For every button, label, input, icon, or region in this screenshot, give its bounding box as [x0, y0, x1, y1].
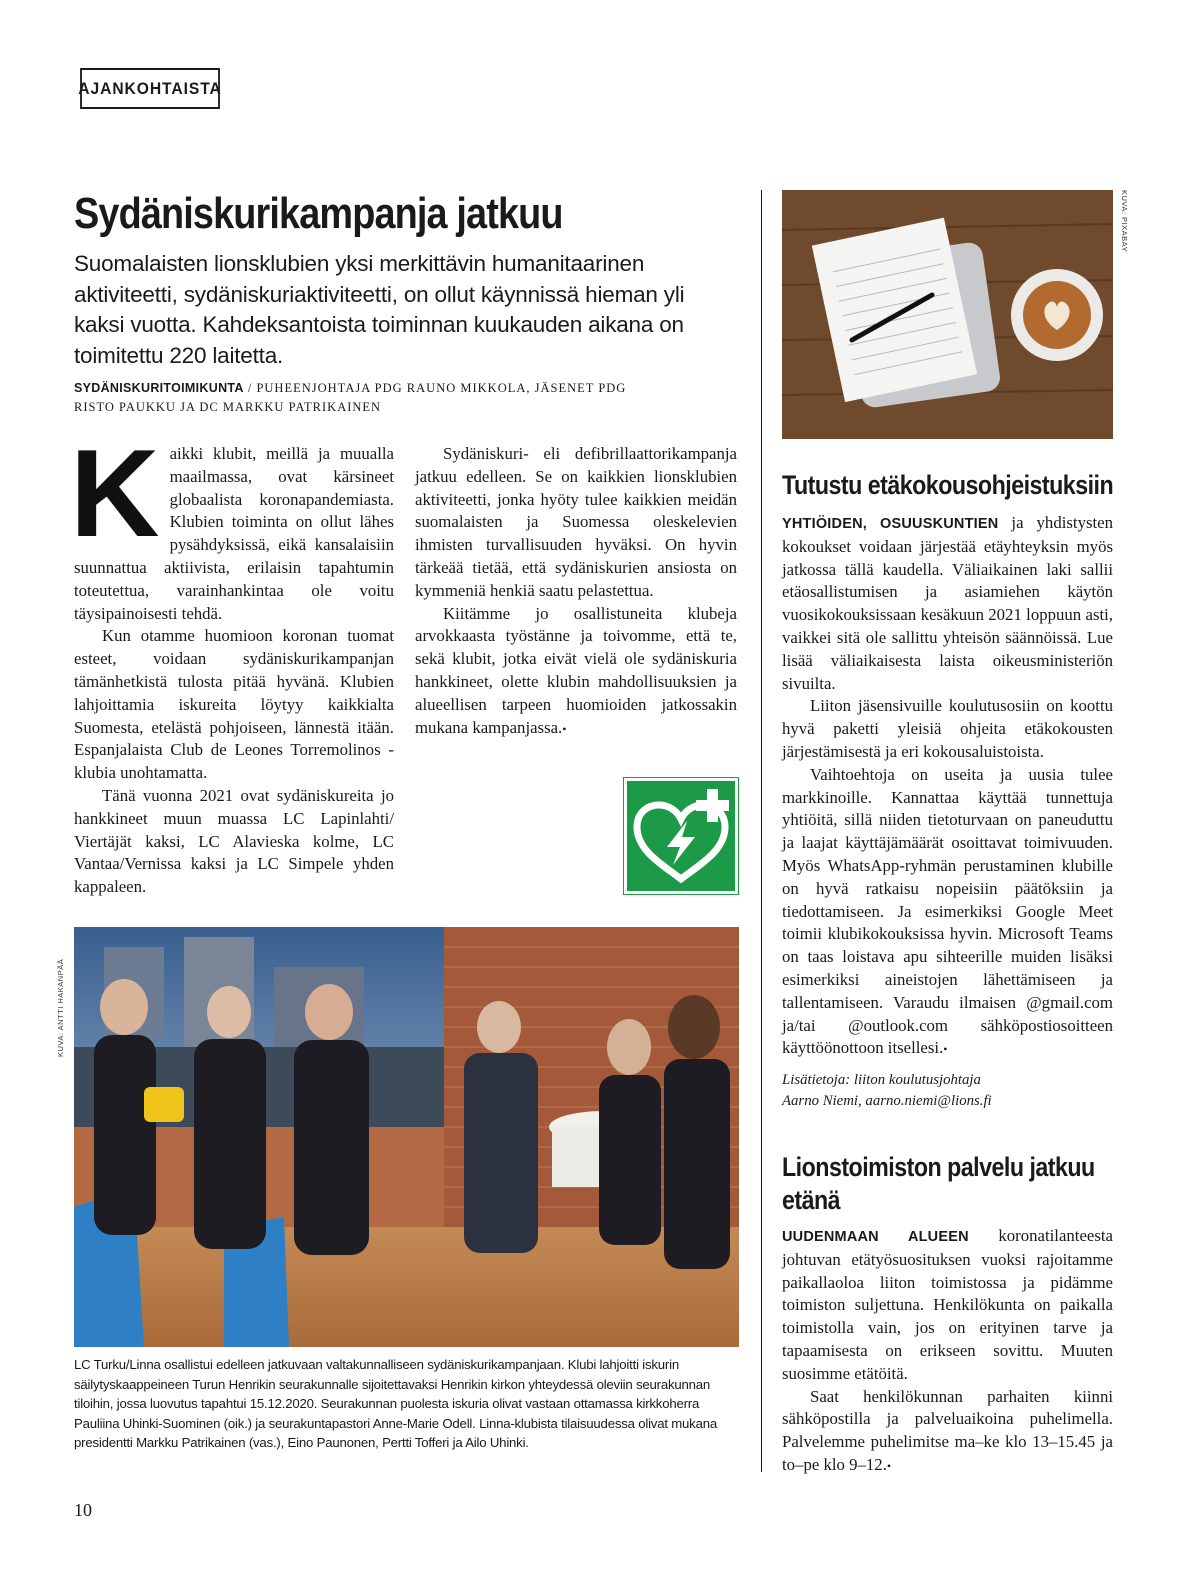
paragraph-3: Tänä vuonna 2021 ovat sydäniskureita jo hankkineet muun muassa LC Lapinlahti/ Viertäjät kaksi, LC Alavieska kolme, LC Vantaa/Vernissa kaksi ja LC Simpele yhden kappaleen. [74, 785, 394, 897]
remote-end-mark: • [943, 1042, 948, 1057]
remote-p3-text: Vaihtoehtoja on useita ja uusia tulee markkinoille. Kannattaa käyttää tunnettuja yhtiöitä, sillä niiden tietoturvaan on paneuduttu ja laajat käyttäjämäärät osoittavat toimivuuden. Myös WhatsApp-ryhmän perustaminen klubille on hyvä ratkaisu nopeisiin päätöksiin ja tiedottamiseen. Ja esimerkiksi Google Meet toimii klubikokouksissa hyvin. Microsoft Teams on taas loistava apu sihteerille muiden lisäksi esimerkiksi aineistojen lähettämiseen ja tallentamiseen. Varaudu ilmaisen @gmail.com ja/tai @outlook.com sähköpostiosoitteen käyttöönottoon itsellesi. [782, 764, 1113, 1058]
photo-credit: KUVA: ANTTI HAKANPÄÄ [56, 958, 65, 1057]
article-lead: Suomalaisten lionsklubien yksi merkittävin humanitaarinen aktiviteetti, sydäniskuriaktiviteetti, on ollut käynnissä hieman yli kaksi vuotta. Kahdeksantoista toiminnan kuukauden aikana on toimitettu 220 laitetta. [74, 251, 685, 368]
section-tag: AJANKOHTAISTA [80, 68, 220, 109]
end-mark: • [562, 721, 567, 736]
byline-org: SYDÄNISKURITOIMIKUNTA [74, 381, 244, 395]
article-title: Sydäniskurikampanja jatkuu [74, 189, 563, 238]
paragraph-1 [70, 425, 394, 625]
office-p1 [782, 1225, 1113, 1386]
info-line-2: Aarno Niemi, aarno.niemi@lions.fi [782, 1093, 992, 1109]
remote-meetings-text [782, 512, 1113, 1061]
paragraph-5 [415, 603, 737, 741]
aed-heart-icon [627, 781, 735, 891]
byline [74, 379, 634, 417]
paragraph-1-text: aikki klubit, meillä ja muualla maailmassa, ovat kärsineet globaalista koronapandemiasta. Klubien toiminta on ollut lähes pysähdyksissä, eikä kansalaisiin suunnattua aktiivista, erilaisin tapahtumin toteutettua, varainhankintaa ole voitu täysipainoisesti tehdä. [74, 444, 394, 623]
office-p2 [782, 1386, 1113, 1478]
office-service-text [782, 1225, 1113, 1478]
paragraph-2: Kun otamme huomioon koronan tuomat esteet, voidaan sydäniskurikampanjan tämänhetkistä tulosta pitää hyvänä. Klubien lahjoittamia iskureita löytyy kaikkialta Suomesta, etelästä pohjoiseen, lännestä itään. Espanjalaista Club de Leones Torremolinos -klubia unohtamatta. [74, 626, 394, 783]
remote-meetings-title: Tutustu etäkokousohjeistuksiin [782, 470, 1114, 500]
group-photo [74, 927, 739, 1347]
notebook-coffee-photo [782, 190, 1113, 439]
article-column-1 [70, 425, 394, 899]
office-p2-text: Saat henkilökunnan parhaiten kiinni sähköpostilla ja palveluaikoina puhelimella. Palvelemme puhelimitse ma–ke klo 13–15.45 ja to–pe klo 9–12. [782, 1386, 1113, 1474]
page-number: 10 [74, 1500, 92, 1520]
article-column-2 [415, 443, 737, 740]
office-p1-text: koronatilanteesta johtuvan etätyösuosituksen vuoksi rajoitamme paikallaoloa liiton toimistossa ja pidämme toimiston suljettuna. Henkilökunta on paikalla toimistolla vain, jos on erityinen tarve ja tapaamisesta on erikseen sovittu. Muuten suosimme etätöitä. [782, 1226, 1113, 1383]
drop-cap: K [70, 425, 160, 563]
remote-p1-text: ja yhdistysten kokoukset voidaan järjestää etäyhteyksin myös jatkossa tällä kaudella. Väliaikainen laki sallii etäosallistumisen ja asiamiehen käytön vuosikokouksissaan kesäkuun 2021 loppuun asti, vaikkei sitä ole sallittu yhteisön säännöissä. Lue lisää väliaikaisesta laista oikeusministeriön sivuilta. [782, 513, 1113, 693]
remote-p3 [782, 764, 1113, 1061]
byline-names: / PUHEENJOHTAJA PDG RAUNO MIKKOLA, JÄSENET PDG RISTO PAUKKU JA DC MARKKU PATRIKAINEN [74, 381, 627, 414]
office-lead-caps: UUDENMAAN ALUEEN [782, 1229, 969, 1245]
remote-lead-caps: YHTIÖIDEN, OSUUSKUNTIEN [782, 516, 999, 532]
info-line-1: Lisätietoja: liiton koulutusjohtaja [782, 1072, 981, 1088]
remote-p2: Liiton jäsensivuille koulutusosiin on koottu hyvä paketti yleisiä ohjeita etäkokousten järjestämisestä ja eri kokousaluistoista. [782, 696, 1113, 761]
remote-p1 [782, 512, 1113, 695]
side-photo-credit: KUVA: PIXABAY [1120, 190, 1129, 253]
aed-sign [624, 778, 738, 894]
paragraph-5-text: Kiitämme jo osallistuneita klubeja arvokkaasta työstänne ja toivomme, että te, sekä klubit, jotka eivät vielä ole sydäniskuria hankkineet, olette klubin mahdollisuuksien ja alueellisen tarpeen huomioiden jatkossakin mukana kampanjassa. [415, 603, 737, 737]
photo-caption: LC Turku/Linna osallistui edelleen jatkuvaan valtakunnalliseen sydäniskurikampanjaan. Klubi lahjoitti iskurin säilytyskaappeineen Turun Henrikin seurakunnalle sijoitettavaksi Henrikin kirkon yhteydessä oleviin seurakunnan tiloihin, jossa luovutus tapahtui 15.12.2020. Seurakunnan puolesta iskuria olivat vastaan ottamassa kirkkoherra Pauliina Uhinki-Suominen (oik.) ja seurakuntapastori Anne-Marie Odell. Linna-klubista tilaisuudessa olivat mukana presidentti Markku Patrikainen (vas.), Eino Paunonen, Pertti Tofferi ja Ailo Uhinki. [74, 1357, 717, 1450]
column-divider [761, 190, 762, 1472]
paragraph-4: Sydäniskuri- eli defibrillaattorikampanja jatkuu edelleen. Se on kaikkien lionsklubien aktiviteetti, jonka hyöty tulee kaikkien meidän suomalaisten ja Suomessa oleskelevien ihmisten turvallisuuden hyväksi. On hyvin tärkeää tietää, että sydäniskurien ansiosta on kymmeniä henkiä saatu pelastettua. [415, 444, 737, 600]
office-end-mark: • [886, 1458, 892, 1473]
remote-info [782, 1070, 1113, 1112]
office-service-title: Lionstoimiston palvelu jatkuu etänä [782, 1152, 1095, 1215]
